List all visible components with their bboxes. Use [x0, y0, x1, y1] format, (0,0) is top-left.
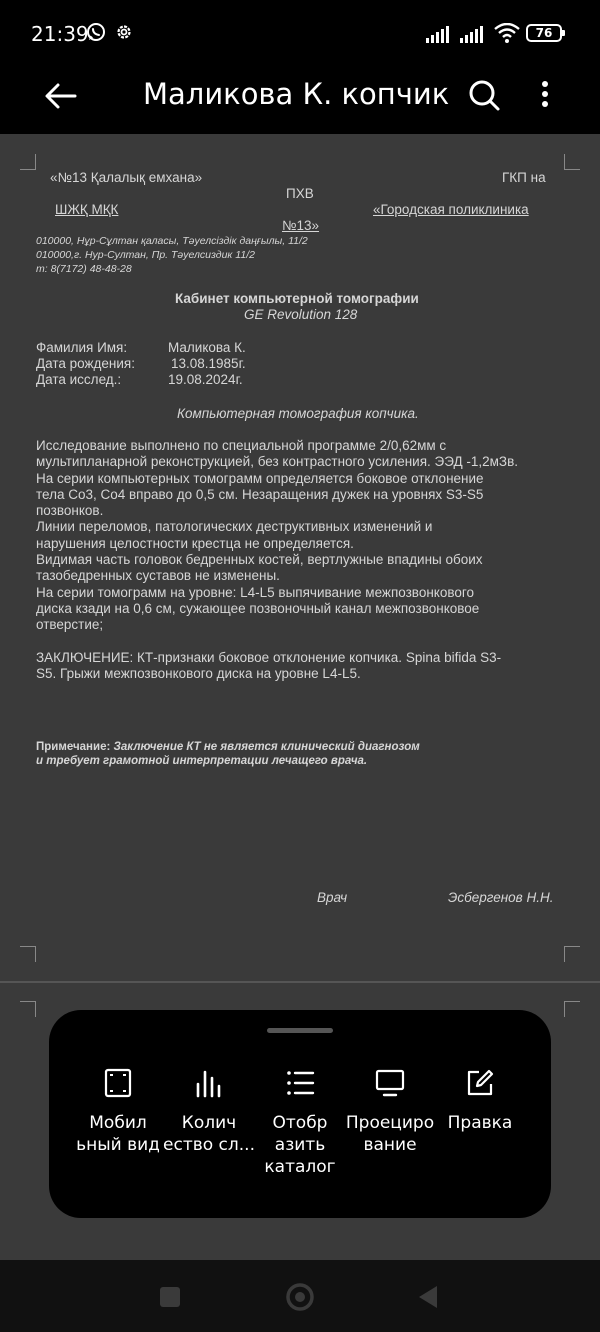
body-line: мультипланарной реконструкцией, без контрастного усиления. ЭЭД -1,2мЗв. — [36, 454, 518, 470]
label-line: вание — [363, 1135, 417, 1155]
projection-label — [344, 1112, 436, 1156]
toc-list-icon — [285, 1068, 315, 1098]
header-center-line: ПХВ — [286, 186, 314, 201]
dob-value: 13.08.1985г. — [171, 356, 246, 371]
dob-label: Дата рождения: — [36, 356, 135, 371]
edit-icon — [465, 1068, 495, 1098]
whatsapp-icon — [86, 22, 106, 47]
label-line: Мобил — [89, 1113, 147, 1133]
mobile-view-label — [72, 1112, 164, 1156]
signal-icon — [460, 25, 488, 48]
edit-label — [434, 1112, 526, 1134]
system-nav-bar — [0, 1260, 600, 1332]
crop-mark — [564, 946, 580, 962]
app-bar — [0, 68, 600, 134]
note — [36, 740, 420, 768]
body-line: диска кзади на 0,6 см, сужающее позвоночный канал межпозвонковое — [36, 600, 480, 616]
body-line: нарушения целостности крестца не определяется. — [36, 535, 354, 551]
label-line: азить — [274, 1135, 326, 1155]
body-line: позвонков. — [36, 503, 104, 519]
back-triangle-icon[interactable] — [411, 1280, 445, 1314]
conclusion-line: ЗАКЛЮЧЕНИЕ: КТ-признаки боковое отклонение копчика. Spina bifida S3- — [36, 650, 502, 665]
doctor-name: Эсбергенов Н.Н. — [448, 890, 554, 905]
phone: т: 8(7172) 48-48-28 — [36, 263, 132, 275]
label-line: каталог — [264, 1157, 336, 1177]
show-catalog-button[interactable] — [254, 1068, 346, 1178]
body-line: На серии компьютерных томограмм определяется боковое отклонение — [36, 470, 484, 486]
battery-icon: 76 — [526, 24, 562, 42]
more-vert-icon[interactable] — [525, 76, 565, 116]
projection-button[interactable] — [344, 1068, 436, 1156]
exam-date-value: 19.08.2024г. — [168, 372, 243, 387]
bottom-sheet-menu — [49, 1010, 551, 1218]
exam-date-label: Дата исслед.: — [36, 372, 122, 387]
body-line: тазобедренных суставов не изменены. — [36, 568, 280, 584]
conclusion — [36, 650, 566, 683]
body-line: Исследование выполнено по специальной программе 2/0,62мм с — [36, 438, 447, 453]
label-line: ество сл... — [163, 1135, 255, 1155]
document-title: Маликова К. копчик — [143, 77, 450, 111]
crop-mark — [20, 1001, 36, 1017]
crop-mark — [20, 154, 36, 170]
status-bar — [0, 0, 600, 68]
home-circle-icon[interactable] — [283, 1280, 317, 1314]
page-separator — [0, 981, 600, 983]
edit-button[interactable] — [434, 1068, 526, 1134]
wifi-icon — [494, 23, 520, 48]
label-line: Правка — [447, 1113, 513, 1133]
word-count-button[interactable] — [163, 1068, 255, 1156]
word-count-label — [163, 1112, 255, 1156]
label-line: ьный вид — [76, 1135, 160, 1155]
doctor-label: Врач — [317, 890, 348, 905]
status-time: 21:39 — [31, 22, 89, 46]
word-count-icon — [194, 1068, 224, 1098]
conclusion-line: S5. Грыжи межпозвонкового диска на уровне L4-L5. — [36, 666, 361, 682]
body-line: Линии переломов, патологических деструктивных изменений и — [36, 519, 433, 535]
show-catalog-label — [254, 1112, 346, 1178]
crop-mark — [20, 946, 36, 962]
label-line: Колич — [181, 1113, 237, 1133]
address-ru: 010000,г. Нур-Султан, Пр. Тәуелсиздик 11/2 — [36, 249, 255, 261]
mobile-view-icon — [103, 1068, 133, 1098]
study-title: Компьютерная томография копчика. — [177, 406, 419, 421]
projection-icon — [375, 1068, 405, 1098]
cabinet-title: Кабинет компьютерной томографии — [175, 291, 419, 306]
patient-name-label: Фамилия Имя: — [36, 340, 128, 355]
gear-icon — [114, 22, 134, 47]
drag-handle[interactable] — [267, 1028, 333, 1033]
label-line: Проециро — [345, 1113, 435, 1133]
address-kz: 010000, Нұр-Сұлтан қаласы, Тәуелсіздік даңғылы, 11/2 — [36, 235, 308, 247]
patient-name-value: Маликова К. — [168, 340, 246, 355]
header-left-sub — [55, 202, 118, 217]
findings-body — [36, 438, 566, 634]
crop-mark — [564, 154, 580, 170]
crop-mark — [564, 1001, 580, 1017]
header-center-sub: №13» — [282, 218, 320, 233]
search-icon[interactable] — [464, 76, 504, 116]
header-left-sub-text: ШЖҚ МҚК — [55, 202, 119, 217]
body-line: На серии томограмм на уровне: L4-L5 выпячивание межпозвонкового — [36, 584, 475, 600]
mobile-view-button[interactable] — [72, 1068, 164, 1156]
header-right-org: ГКП на — [502, 170, 546, 185]
scanner-model: GE Revolution 128 — [244, 307, 358, 322]
recents-square-icon[interactable] — [153, 1280, 187, 1314]
header-right-sub: «Городская поликлиника — [373, 202, 529, 217]
note-line-2: и требует грамотной интерпретации лечащего врача. — [36, 755, 368, 767]
body-line: тела Со3, Со4 вправо до 0,5 см. Незаращения дужек на уровнях S3-S5 — [36, 486, 484, 502]
signal-icon — [426, 25, 454, 48]
body-line: Видимая часть головок бедренных костей, вертлужные впадины обоих — [36, 552, 483, 568]
note-line-1: Заключение КТ не является клинический диагнозом — [110, 741, 420, 753]
back-arrow-icon[interactable] — [41, 76, 81, 116]
header-left-org: «№13 Қалалық емхана» — [50, 170, 203, 185]
label-line: Отобр — [272, 1113, 328, 1133]
body-line: отверстие; — [36, 617, 104, 633]
note-label: Примечание: — [36, 741, 111, 753]
